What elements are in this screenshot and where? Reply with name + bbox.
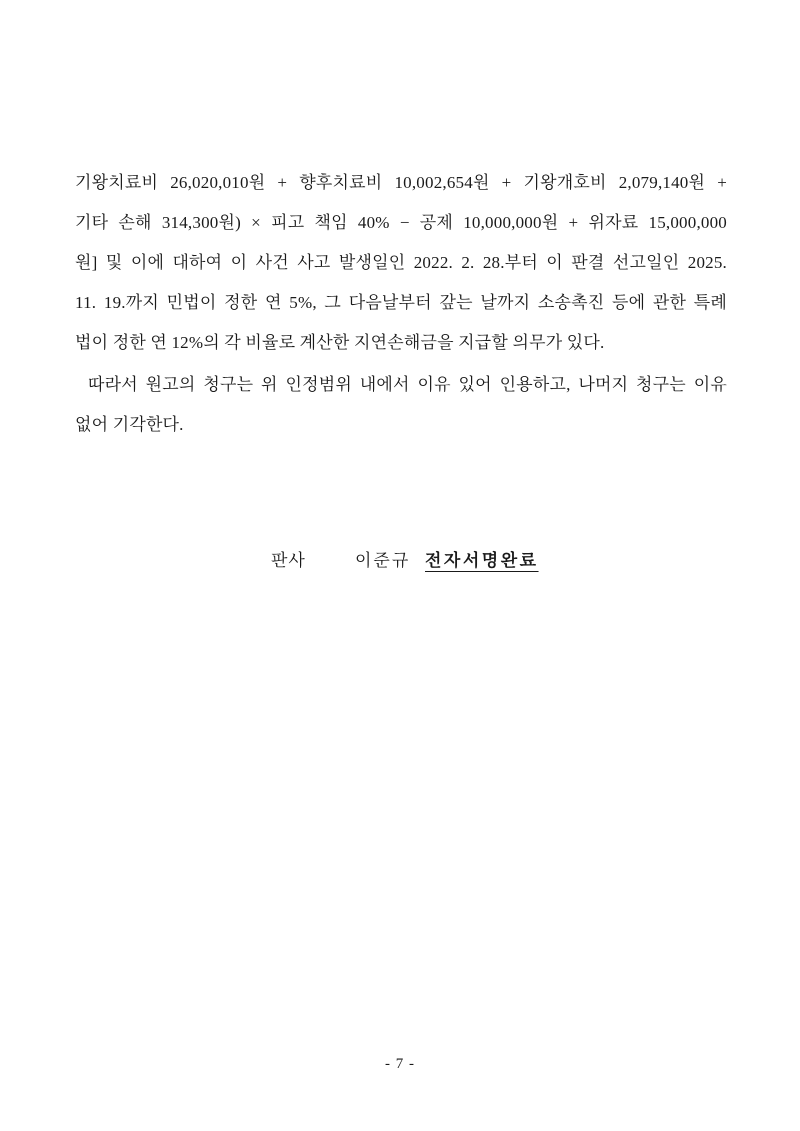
body-line-3: 원] 및 이에 대하여 이 사건 사고 발생일인 2022. 2. 28.부터 이 판결 선고일인 2025. xyxy=(75,253,727,272)
judge-name: 이준규 xyxy=(355,551,411,570)
body-line-2: 기타 손해 314,300원) × 피고 책임 40% − 공제 10,000,000원 + 위자료 15,000,000 xyxy=(75,213,727,232)
body-line-5: 법이 정한 연 12%의 각 비율로 계산한 지연손해금을 지급할 의무가 있다. xyxy=(75,333,605,352)
body-line-7: 없어 기각한다. xyxy=(75,415,184,434)
body-text-block xyxy=(75,163,727,445)
judge-role-label: 판사 xyxy=(271,551,306,570)
body-line-6: 따라서 원고의 청구는 위 인정범위 내에서 이유 있어 인용하고, 나머지 청구는 이유 xyxy=(88,375,727,394)
judge-signature-row xyxy=(75,546,727,574)
body-line-1: 기왕치료비 26,020,010원 + 향후치료비 10,002,654원 + 기왕개호비 2,079,140원 + xyxy=(75,173,727,192)
page-number: - 7 - xyxy=(385,1056,415,1072)
body-line-4: 11. 19.까지 민법이 정한 연 5%, 그 다음날부터 갚는 날까지 소송촉진 등에 관한 특례 xyxy=(75,293,727,312)
electronic-signature-stamp: 전자서명완료 xyxy=(425,551,539,570)
